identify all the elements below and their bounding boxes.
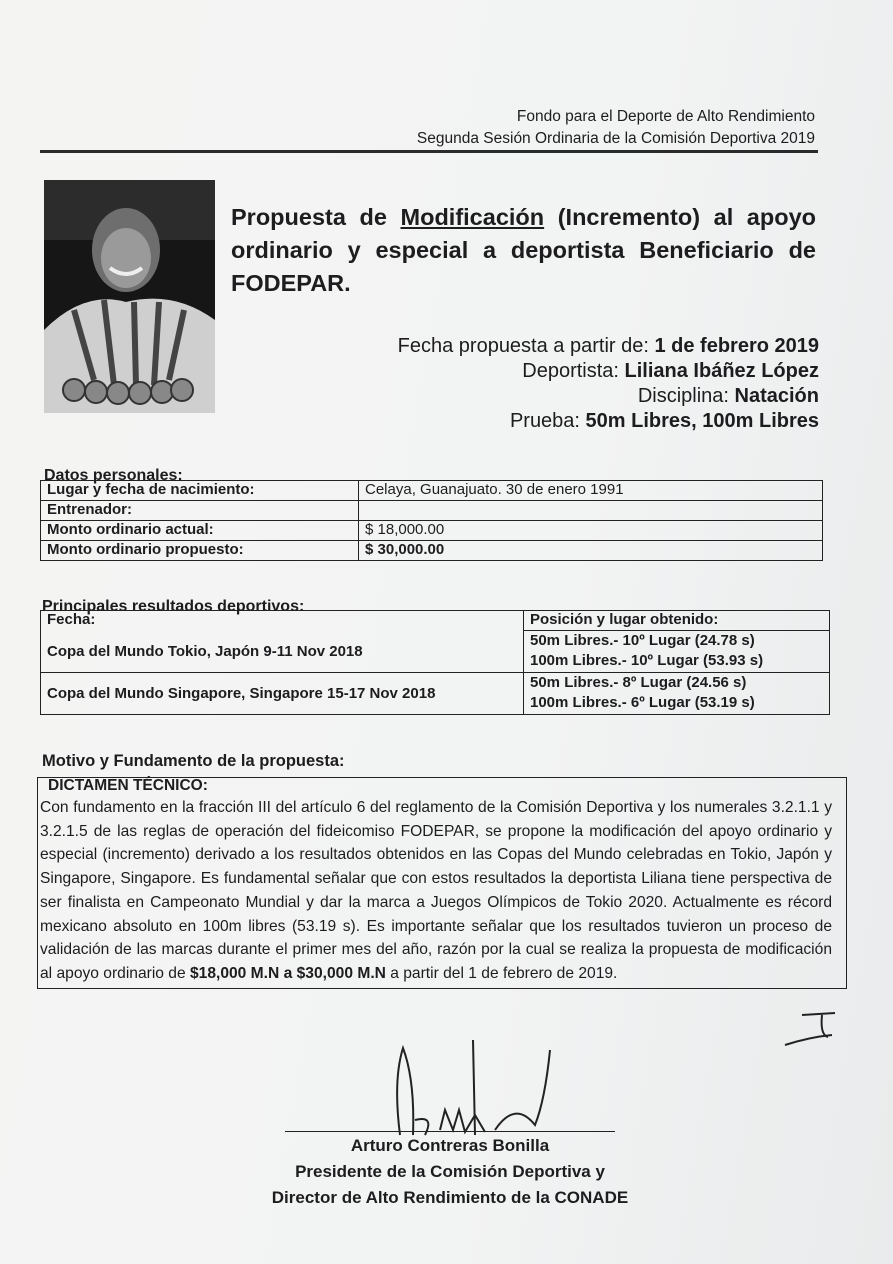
resultado-line: 50m Libres.- 10º Lugar (24.78 s) [530,632,755,649]
signature [385,1040,565,1140]
athlete-photo [44,180,215,413]
resultado-line: 50m Libres.- 8º Lugar (24.56 s) [530,674,747,691]
table-row [41,521,823,541]
datos-personales-table [40,480,823,561]
resultado-cell [524,673,830,715]
org-line-2: Segunda Sesión Ordinaria de la Comisión Deportiva 2019 [416,130,815,147]
disciplina-label: Disciplina: [637,385,735,407]
prueba-value: 50m Libres, 100m Libres [585,410,819,432]
table-row [41,673,830,715]
disciplina-line [398,384,819,409]
deportista-label: Deportista: [522,360,625,382]
amount-joiner: a [279,964,297,982]
row-label: Monto ordinario propuesto: [41,541,359,561]
signatory-name: Arturo Contreras Bonilla [350,1136,550,1155]
title-emphasis: Modificación [400,204,545,230]
fecha-value: 1 de febrero 2019 [654,335,819,357]
evento-cell: Copa del Mundo Singapore, Singapore 15-17 Nov 2018 [41,673,524,715]
dictamen-end: a partir del 1 de febrero de 2019. [385,964,618,982]
proposal-details [398,334,819,434]
table-row [41,541,823,561]
title-part-3: (Incremento) al apoyo ordinario y especial a deportista Beneficiario de FODEPAR. [231,204,816,296]
table-row [41,501,823,521]
organization-header [417,106,815,150]
org-line-1: Fondo para el Deporte de Alto Rendimiento [516,108,815,125]
fecha-header: Fecha: [41,611,524,631]
dictamen-text [40,796,832,986]
header-rule [40,150,818,153]
fecha-label: Fecha propuesta a partir de: [397,335,655,357]
signature-line [285,1131,615,1132]
table-row [41,631,830,673]
amount-new: $30,000 M.N [296,964,386,982]
resultados-table [40,610,830,715]
row-value: $ 30,000.00 [359,541,823,561]
deportista-value: Liliana Ibáñez López [624,360,819,382]
resultado-cell [524,631,830,673]
row-value: $ 18,000.00 [359,521,823,541]
prueba-label: Prueba: [509,410,586,432]
row-value: Celaya, Guanajuato. 30 de enero 1991 [359,481,823,501]
row-label: Entrenador: [41,501,359,521]
row-label: Lugar y fecha de nacimiento: [41,481,359,501]
dictamen-title: DICTAMEN TÉCNICO: [48,777,208,794]
evento-cell: Copa del Mundo Tokio, Japón 9-11 Nov 2018 [41,631,524,673]
document-title [231,201,816,300]
disciplina-value: Natación [734,385,819,407]
signatory-role-1: Presidente de la Comisión Deportiva y [295,1162,605,1181]
motivo-title: Motivo y Fundamento de la propuesta: [42,752,345,770]
dictamen-body: Con fundamento en la fracción III del artículo 6 del reglamento de la Comisión Deportiva y los numerales 3.2.1.1 y 3.2.1.5 de las reglas de operación del fideicomiso FODEPAR, se propone la modificación del apoyo ordinario y especial (incremento) derivado a los resultados obtenidos en las Copas del Mundo celebradas en Tokio, Japón y Singapore, Singapore. Es fundamental señalar que con estos resultados la deportista Liliana tiene perspectiva de ser finalista en Campeonato Mundial y dar la marca a Juegos Olímpicos de Tokio 2020. Actualmente es récord mexicano absoluto en 100m libres (53.19 s). Es importante señalar que los resultados tuvieron un proceso de validación de las marcas durante el primer mes del año, razón por la cual se realiza la propuesta de modificación al apoyo ordinario de [40,799,832,982]
datos-personales-title: Datos personales: [44,467,183,484]
amount-old: $18,000 M.N [189,964,280,982]
title-part-1: Propuesta de [231,204,401,230]
athlete-photo-image [44,180,215,413]
resultado-line: 100m Libres.- 10º Lugar (53.93 s) [530,652,764,669]
resultados-title: Principales resultados deportivos: [42,598,305,615]
table-row [41,481,823,501]
signatory-block [200,1133,700,1211]
signatory-role-2: Director de Alto Rendimiento de la CONADE [271,1188,629,1207]
row-label: Monto ordinario actual: [41,521,359,541]
row-value [359,501,823,521]
prueba-line [398,409,819,434]
deportista-line [398,359,819,384]
resultado-line: 100m Libres.- 6º Lugar (53.19 s) [530,694,755,711]
table-header-row [41,611,830,631]
fecha-line [398,334,819,359]
initials-mark [780,1005,860,1050]
posicion-header: Posición y lugar obtenido: [524,611,830,631]
